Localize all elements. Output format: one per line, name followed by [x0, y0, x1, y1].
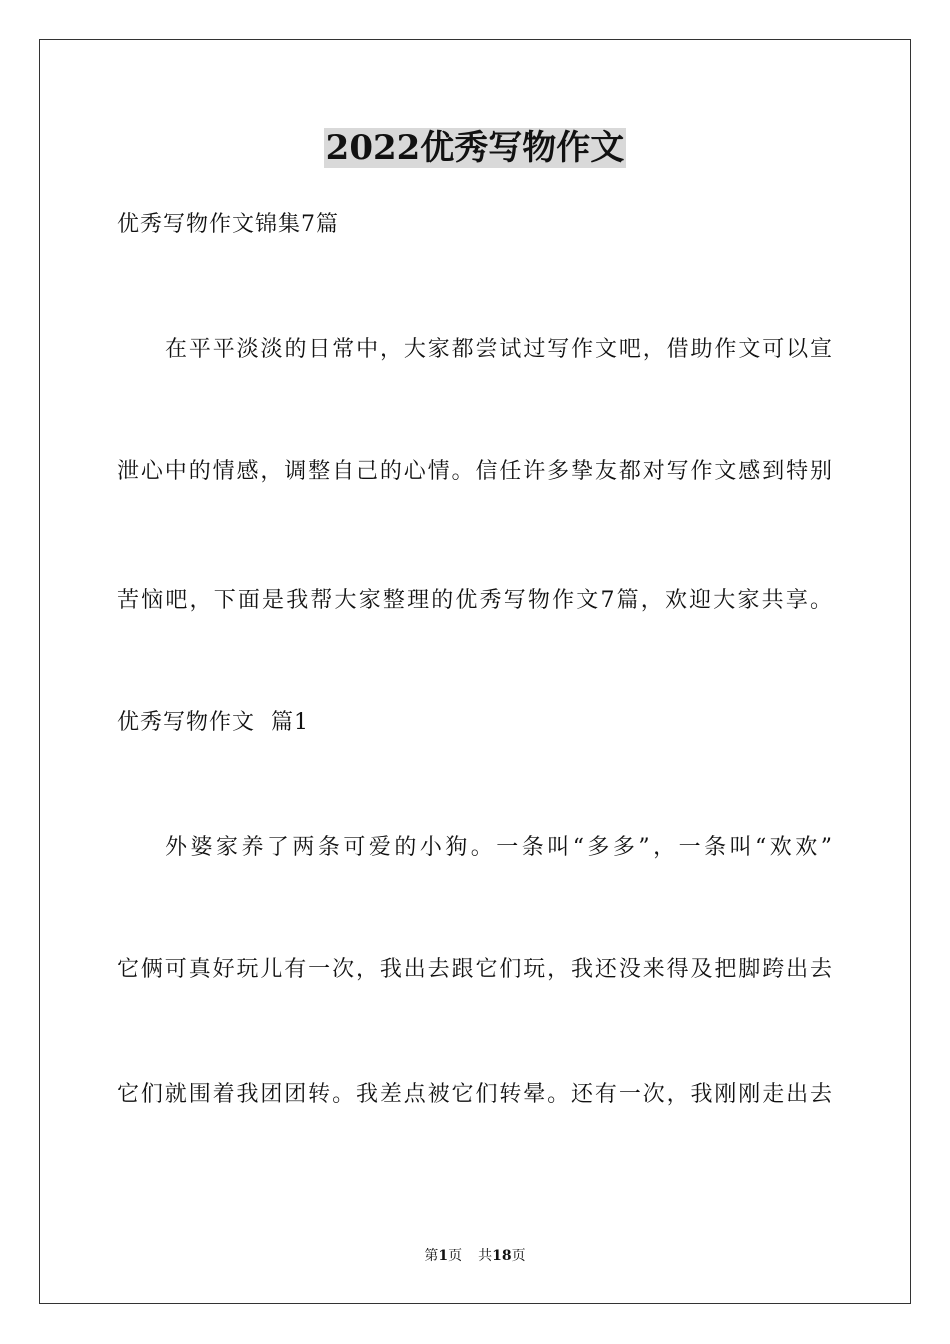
footer-page-number: 1 — [438, 1248, 449, 1264]
paragraph-line: 它们就围着我团团转。我差点被它们转晕。还有一次，我刚刚走出去 — [117, 1082, 833, 1107]
paragraph-line: 泄心中的情感，调整自己的心情。信任许多挚友都对写作文感到特别 — [117, 459, 833, 484]
document-subtitle: 优秀写物作文锦集7篇 — [117, 212, 339, 237]
paragraph-line: 外婆家养了两条可爱的小狗。一条叫“多多”，一条叫“欢欢” — [165, 835, 833, 860]
document-title-text: 2022优秀写物作文 — [325, 128, 625, 168]
paragraph-line: 苦恼吧，下面是我帮大家整理的优秀写物作文7篇，欢迎大家共享。 — [117, 588, 833, 613]
footer-page-prefix: 第 — [424, 1248, 439, 1264]
footer-total-prefix: 共 — [478, 1248, 493, 1264]
section-heading: 优秀写物作文 篇1 — [117, 710, 309, 735]
page-footer — [0, 1246, 950, 1266]
footer-page-suffix: 页 — [448, 1248, 463, 1264]
paragraph-line: 它俩可真好玩儿有一次，我出去跟它们玩，我还没来得及把脚跨出去 — [117, 957, 833, 982]
paragraph-line: 在平平淡淡的日常中，大家都尝试过写作文吧，借助作文可以宣 — [165, 337, 833, 362]
document-title — [0, 126, 950, 170]
footer-total-pages: 18 — [492, 1248, 512, 1264]
footer-total-suffix: 页 — [511, 1248, 526, 1264]
